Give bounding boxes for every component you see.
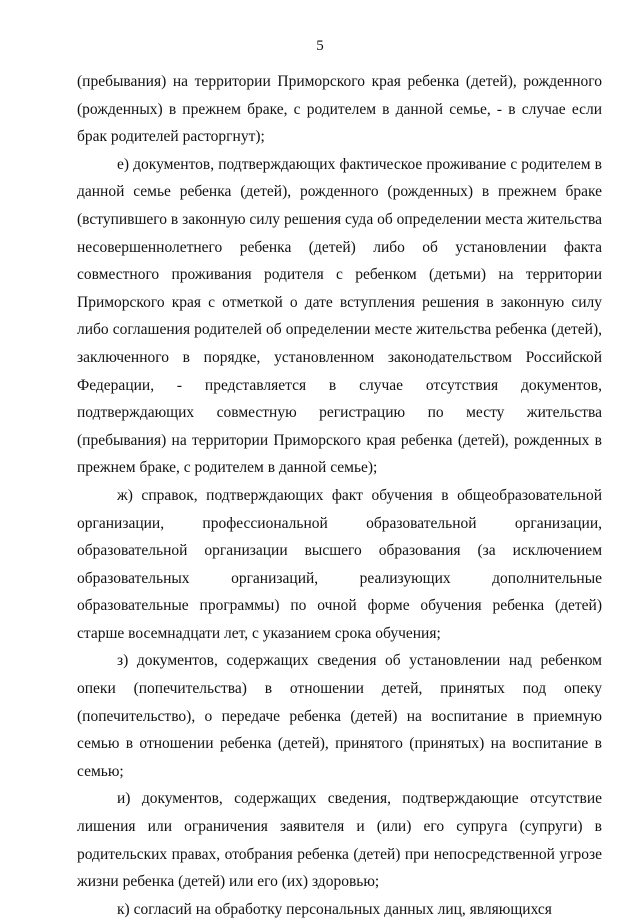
- paragraph-item-e: е) документов, подтверждающих фактическое проживание с родителем в данной семье ребенка (детей), рожденного (рожденных) в прежнем браке (вступившего в законную силу решения суда об определении места жительства несовершеннолетнего ребенка (детей) либо об установлении факта совместного проживания родителя с ребенком (детьми) на территории Приморского края с отметкой о дате вступления решения в законную силу либо соглашения родителей об определении месте жительства ребенка (детей), заключенного в порядке, установленном законодательством Российской Федерации, - представляется в случае отсутствия документов, подтверждающих совместную регистрацию по месту жительства (пребывания) на территории Приморского края ребенка (детей), рожденных в прежнем браке, с родителем в данной семье);: [77, 155, 602, 477]
- paragraph-item-i: и) документов, содержащих сведения, подтверждающие отсутствие лишения или ограничения заявителя и (или) его супруга (супруги) в родительских правах, отобрания ребенка (детей) при непосредственной угрозе жизни ребенка (детей) или его (их) здоровью;: [77, 790, 602, 891]
- paragraph-item-zh: ж) справок, подтверждающих факт обучения в общеобразовательной организации, профессиональной образовательной организации, образовательной организации высшего образования (за исключением образовательных организаций, реализующих дополнительные образовательные программы) по очной форме обучения ребенка (детей) старше восемнадцати лет, с указанием срока обучения;: [77, 486, 602, 642]
- paragraph-item-z: з) документов, содержащих сведения об установлении над ребенком опеки (попечительства) в отношении детей, принятых под опеку (попечительство), о передаче ребенка (детей) на воспитание в приемную семью в отношении ребенка (детей), принятого (принятых) на воспитание в семью;: [77, 652, 602, 780]
- paragraph-item-k: к) согласий на обработку персональных данных лиц, являющихся: [117, 900, 552, 918]
- paragraph-continuation: (пребывания) на территории Приморского края ребенка (детей), рожденного (рожденных) в прежнем браке, с родителем в данной семье, - в случае если брак родителей расторгнут);: [77, 73, 602, 146]
- document-body: [77, 68, 602, 923]
- page-number: 5: [316, 38, 324, 54]
